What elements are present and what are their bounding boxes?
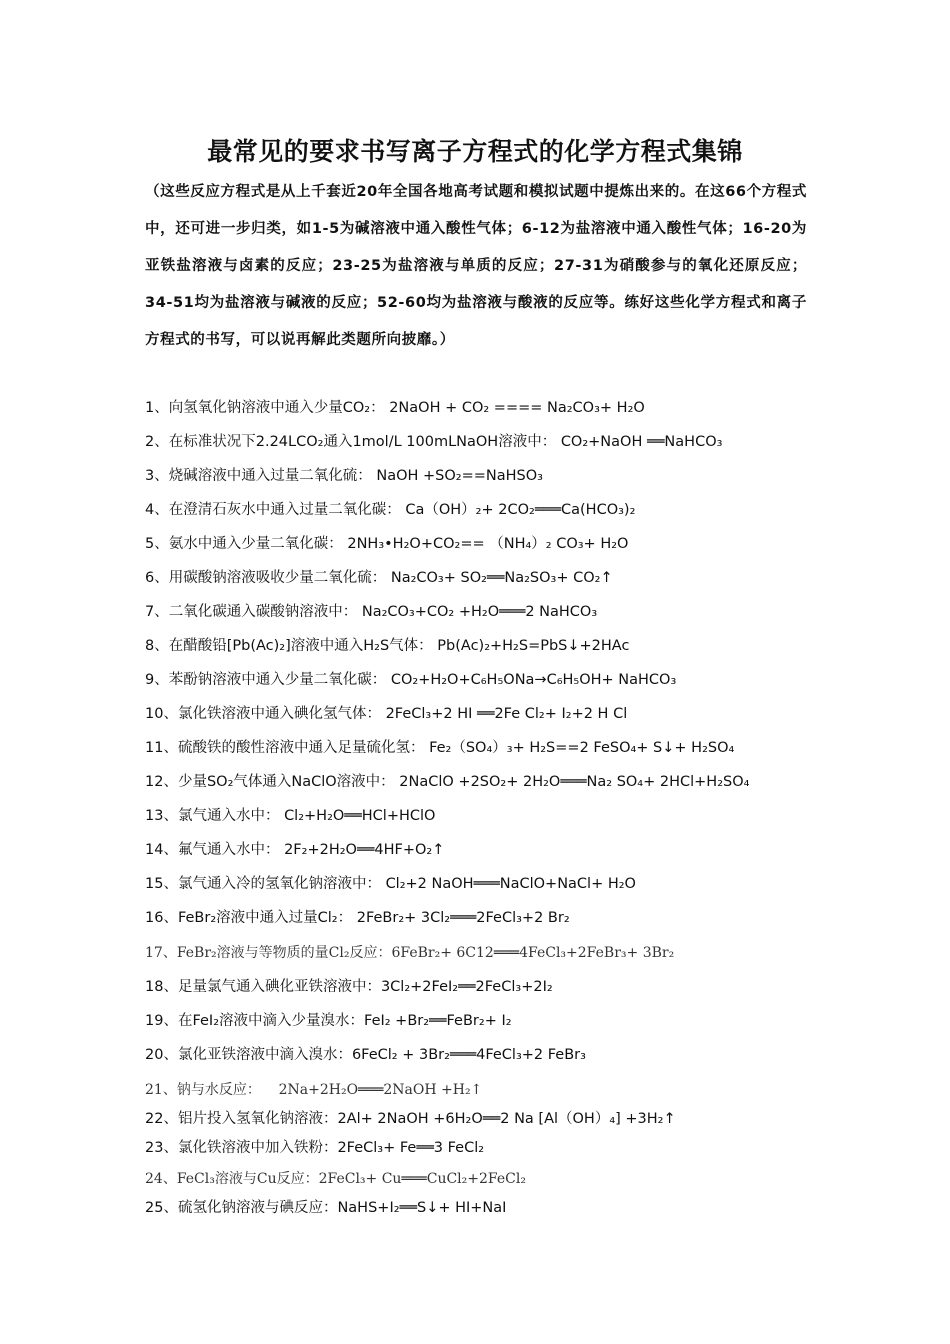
equation-line: 17、FeBr₂溶液与等物质的量Cl₂反应：6FeBr₂+ 6C12═══4FeCl₃+2FeBr₃+ 3Br₂: [145, 945, 675, 961]
equation-line: 9、苯酚钠溶液中通入少量二氧化碳： CO₂+H₂O+C₆H₅ONa→C₆H₅OH+ NaHCO₃: [145, 672, 677, 688]
equation-line: 13、氯气通入水中： Cl₂+H₂O══HCl+HClO: [145, 808, 436, 824]
equation-line: 8、在醋酸铅[Pb(Ac)₂]溶液中通入H₂S气体： Pb(Ac)₂+H₂S=PbS↓+2HAc: [145, 638, 630, 654]
equation-line: 14、氟气通入水中： 2F₂+2H₂O══4HF+O₂↑: [145, 842, 445, 858]
equation-line: 24、FeCl₃溶液与Cu反应：2FeCl₃+ Cu═══CuCl₂+2FeCl₂: [145, 1171, 526, 1187]
equation-line: 3、烧碱溶液中通入过量二氧化硫： NaOH +SO₂==NaHSO₃: [145, 468, 543, 484]
equation-line: 1、向氢氧化钠溶液中通入少量CO₂： 2NaOH + CO₂ ==== Na₂CO₃+ H₂O: [145, 400, 645, 416]
equation-line: 11、硫酸铁的酸性溶液中通入足量硫化氢： Fe₂（SO₄）₃+ H₂S==2 FeSO₄+ S↓+ H₂SO₄: [145, 740, 735, 756]
page-title: 最常见的要求书写离子方程式的化学方程式集锦: [207, 137, 743, 166]
equation-line: 20、氯化亚铁溶液中滴入溴水：6FeCl₂ + 3Br₂═══4FeCl₃+2 FeBr₃: [145, 1047, 586, 1063]
equation-line: 18、足量氯气通入碘化亚铁溶液中：3Cl₂+2FeI₂══2FeCl₃+2I₂: [145, 979, 553, 995]
equation-line: 2、在标准状况下2.24LCO₂通入1mol/L 100mLNaOH溶液中： CO₂+NaOH ══NaHCO₃: [145, 434, 723, 450]
equation-line: 21、钠与水反应： 2Na+2H₂O═══2NaOH +H₂↑: [145, 1082, 483, 1098]
equation-line: 25、硫氢化钠溶液与碘反应：NaHS+I₂══S↓+ HI+NaI: [145, 1200, 507, 1216]
equation-line: 16、FeBr₂溶液中通入过量Cl₂： 2FeBr₂+ 3Cl₂═══2FeCl₃+2 Br₂: [145, 910, 570, 926]
equation-line: 23、氯化铁溶液中加入铁粉：2FeCl₃+ Fe══3 FeCl₂: [145, 1140, 485, 1156]
equation-line: 15、氯气通入冷的氢氧化钠溶液中： Cl₂+2 NaOH═══NaClO+NaCl+ H₂O: [145, 876, 636, 892]
equation-line: 10、氯化铁溶液中通入碘化氢气体： 2FeCl₃+2 HI ══2Fe Cl₂+ I₂+2 H Cl: [145, 706, 628, 722]
equation-line: 6、用碳酸钠溶液吸收少量二氧化硫： Na₂CO₃+ SO₂══Na₂SO₃+ CO₂↑: [145, 570, 613, 586]
equation-line: 7、二氧化碳通入碳酸钠溶液中： Na₂CO₃+CO₂ +H₂O═══2 NaHCO₃: [145, 604, 598, 620]
equation-line: 4、在澄清石灰水中通入过量二氧化碳： Ca（OH）₂+ 2CO₂═══Ca(HCO₃)₂: [145, 502, 636, 518]
intro-paragraph: （这些反应方程式是从上千套近20年全国各地高考试题和模拟试题中提炼出来的。在这66个方程式中，还可进一步归类，如1-5为碱溶液中通入酸性气体；6-12为盐溶液中通入酸性气体；16-20为亚铁盐溶液与卤素的反应；23-25为盐溶液与单质的反应；27-31为硝酸参与的氧化还原反应；34-51均为盐溶液与碱液的反应；52-60均为盐溶液与酸液的反应等。练好这些化学方程式和离子方程式的书写，可以说再解此类题所向披靡。）: [145, 184, 807, 348]
equation-line: 22、铝片投入氢氧化钠溶液：2Al+ 2NaOH +6H₂O══2 Na [Al（OH）₄] +3H₂↑: [145, 1111, 676, 1127]
equation-line: 12、少量SO₂气体通入NaClO溶液中： 2NaClO +2SO₂+ 2H₂O═══Na₂ SO₄+ 2HCl+H₂SO₄: [145, 774, 750, 790]
equation-line: 19、在FeI₂溶液中滴入少量溴水：FeI₂ +Br₂══FeBr₂+ I₂: [145, 1013, 512, 1029]
equation-line: 5、氨水中通入少量二氧化碳： 2NH₃•H₂O+CO₂== （NH₄）₂ CO₃+ H₂O: [145, 536, 629, 552]
